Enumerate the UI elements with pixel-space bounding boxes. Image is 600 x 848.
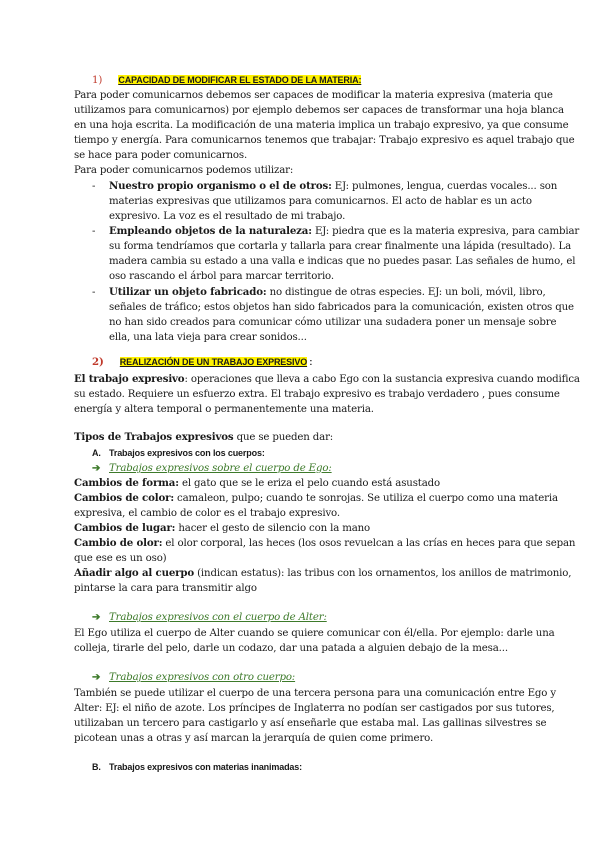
subheading-alter-body: Trabajos expresivos con el cuerpo de Alter: [109,612,327,623]
definition-line: energía y altera temporal o permanentemente una materia. [74,404,374,415]
paragraph-line: se hace para poder comunicarnos. [74,150,248,161]
bullet-title: Utilizar un objeto fabricado: [109,286,267,298]
section-2-title: REALIZACIÓN DE UN TRABAJO EXPRESIVO [119,357,308,367]
bullet-item [109,286,546,299]
paragraph-line: Alter: EJ: el niño de azote. Los príncipes de Inglaterra no podían ser castigados por sus tutores, [74,703,555,714]
paragraph-line: colleja, tirarle del pelo, darle un codazo, dar una patada a alguien debajo de la mesa... [74,643,508,654]
paragraph-line: en una hoja escrita. La modificación de una materia implica un trabajo expresivo, ya que consume [74,120,569,131]
arrow-icon: ➔ [92,462,101,474]
list-item: Cambio de olor: el olor corporal, las heces (los osos revuelcan a las crías en heces para que sepan [74,537,576,549]
bullet-text: no distingue de otras especies. EJ: un boli, móvil, libro, [266,287,546,298]
paragraph-line: picotean unas a otras y así marcan la jerarquía de quien come primero. [74,733,434,744]
paragraph-line: El Ego utiliza el cuerpo de Alter cuando se quiere comunicar con él/ella. Por ejemplo: darle una [74,628,555,639]
definition-line: El trabajo expresivo: operaciones que lleva a cabo Ego con la sustancia expresiva cuando modifica [74,373,580,385]
section-2-heading: 2) REALIZACIÓN DE UN TRABAJO EXPRESIVO : [92,356,313,368]
list-item: expresiva, el cambio de color es el trabajo expresivo. [74,508,340,519]
arrow-icon: ➔ [92,671,101,683]
bullet-line: ella, una lata vieja para crear sonidos... [109,332,307,343]
bullet-marker: - [92,181,96,192]
paragraph-line: También se puede utilizar el cuerpo de una tercera persona para una comunicación entre Ego y [74,688,556,699]
section-1-title: CAPACIDAD DE MODIFICAR EL ESTADO DE LA MATERIA: [118,75,362,85]
bullet-title: Nuestro propio organismo o el de otros: [109,180,332,192]
paragraph-line: Para poder comunicarnos debemos ser capaces de modificar la materia expresiva (materia que [74,90,553,101]
paragraph-line: tiempo y energía. Para comunicarnos tenemos que trabajar: Trabajo expresivo es aquel trabajo que [74,135,575,146]
paragraph-line: utilizaban un tercero para castigarlo y así enseñarle que estaba mal. Las gallinas silvestres se [74,718,547,729]
list-item: Cambios de lugar: hacer el gesto de silencio con la mano [74,522,371,534]
bullet-text: EJ: piedra que es la materia expresiva, para cambiar [311,226,580,237]
types-heading: Tipos de Trabajos expresivos que se pueden dar: [74,431,334,443]
list-item: Cambios de forma: el gato que se le eriza el pelo cuando está asustado [74,477,441,489]
definition-line: su estado. Requiere un esfuerzo extra. El trabajo expresivo es trabajo verdadero , pues consume [74,389,560,400]
bullet-text: EJ: pulmones, lengua, cuerdas vocales... son [331,181,558,192]
section-2-number: 2) [92,356,104,368]
bullet-title: Empleando objetos de la naturaleza: [109,225,312,237]
list-item: Añadir algo al cuerpo (indican estatus): las tribus con los ornamentos, los anillos de matrimonio, [74,567,572,579]
bullet-line: señales de tráfico; estos objetos han sido fabricados para la comunicación, existen otros que [109,302,574,313]
bullet-line: expresivo. La voz es el resultado de mi trabajo. [109,211,346,222]
sub-a-label: Trabajos expresivos con los cuerpos: [109,448,265,458]
bullet-item [109,225,579,238]
section-1-heading [92,74,361,87]
sub-b-label: Trabajos expresivos con materias inanimadas: [109,762,302,772]
section-1-number: 1) [92,75,103,86]
bullet-line: no han sido creados para comunicar cómo utilizar una sudadera poner un mensaje sobre [109,317,557,328]
bullet-marker: - [92,287,96,298]
bullet-line: materias expresivas que utilizamos para comunicarnos. El acto de hablar es un acto [109,196,532,207]
arrow-icon: ➔ [92,611,101,623]
intro-line: Para poder comunicarnos podemos utilizar: [74,165,294,176]
subheading-other-body: Trabajos expresivos con otro cuerpo: [109,672,296,683]
list-item: Cambios de color: camaleon, pulpo; cuando te sonrojas. Se utiliza el cuerpo como una materia [74,492,558,504]
list-item: que ese es un oso) [74,553,167,564]
bullet-item [109,180,557,193]
sub-a-letter: A. [92,448,101,458]
sub-b-letter: B. [92,762,101,772]
paragraph-line: utilizamos para comunicarnos) por ejemplo debemos ser capaces de transformar una hoja blanca [74,105,564,116]
subheading-ego-body: Trabajos expresivos sobre el cuerpo de Ego: [109,463,332,474]
bullet-line: madera cambia su estado a una valla e indicas que no puedes pasar. Las señales de humo, el [109,256,576,267]
list-item: pintarse la cara para transmitir algo [74,583,257,594]
bullet-line: su forma tendríamos que cortarla y tallarla para crear finalmente una lápida (resultado). La [109,241,572,252]
bullet-marker: - [92,226,96,237]
bullet-line: oso rascando el árbol para marcar territorio. [109,271,334,282]
definition-term: El trabajo expresivo [74,373,185,385]
